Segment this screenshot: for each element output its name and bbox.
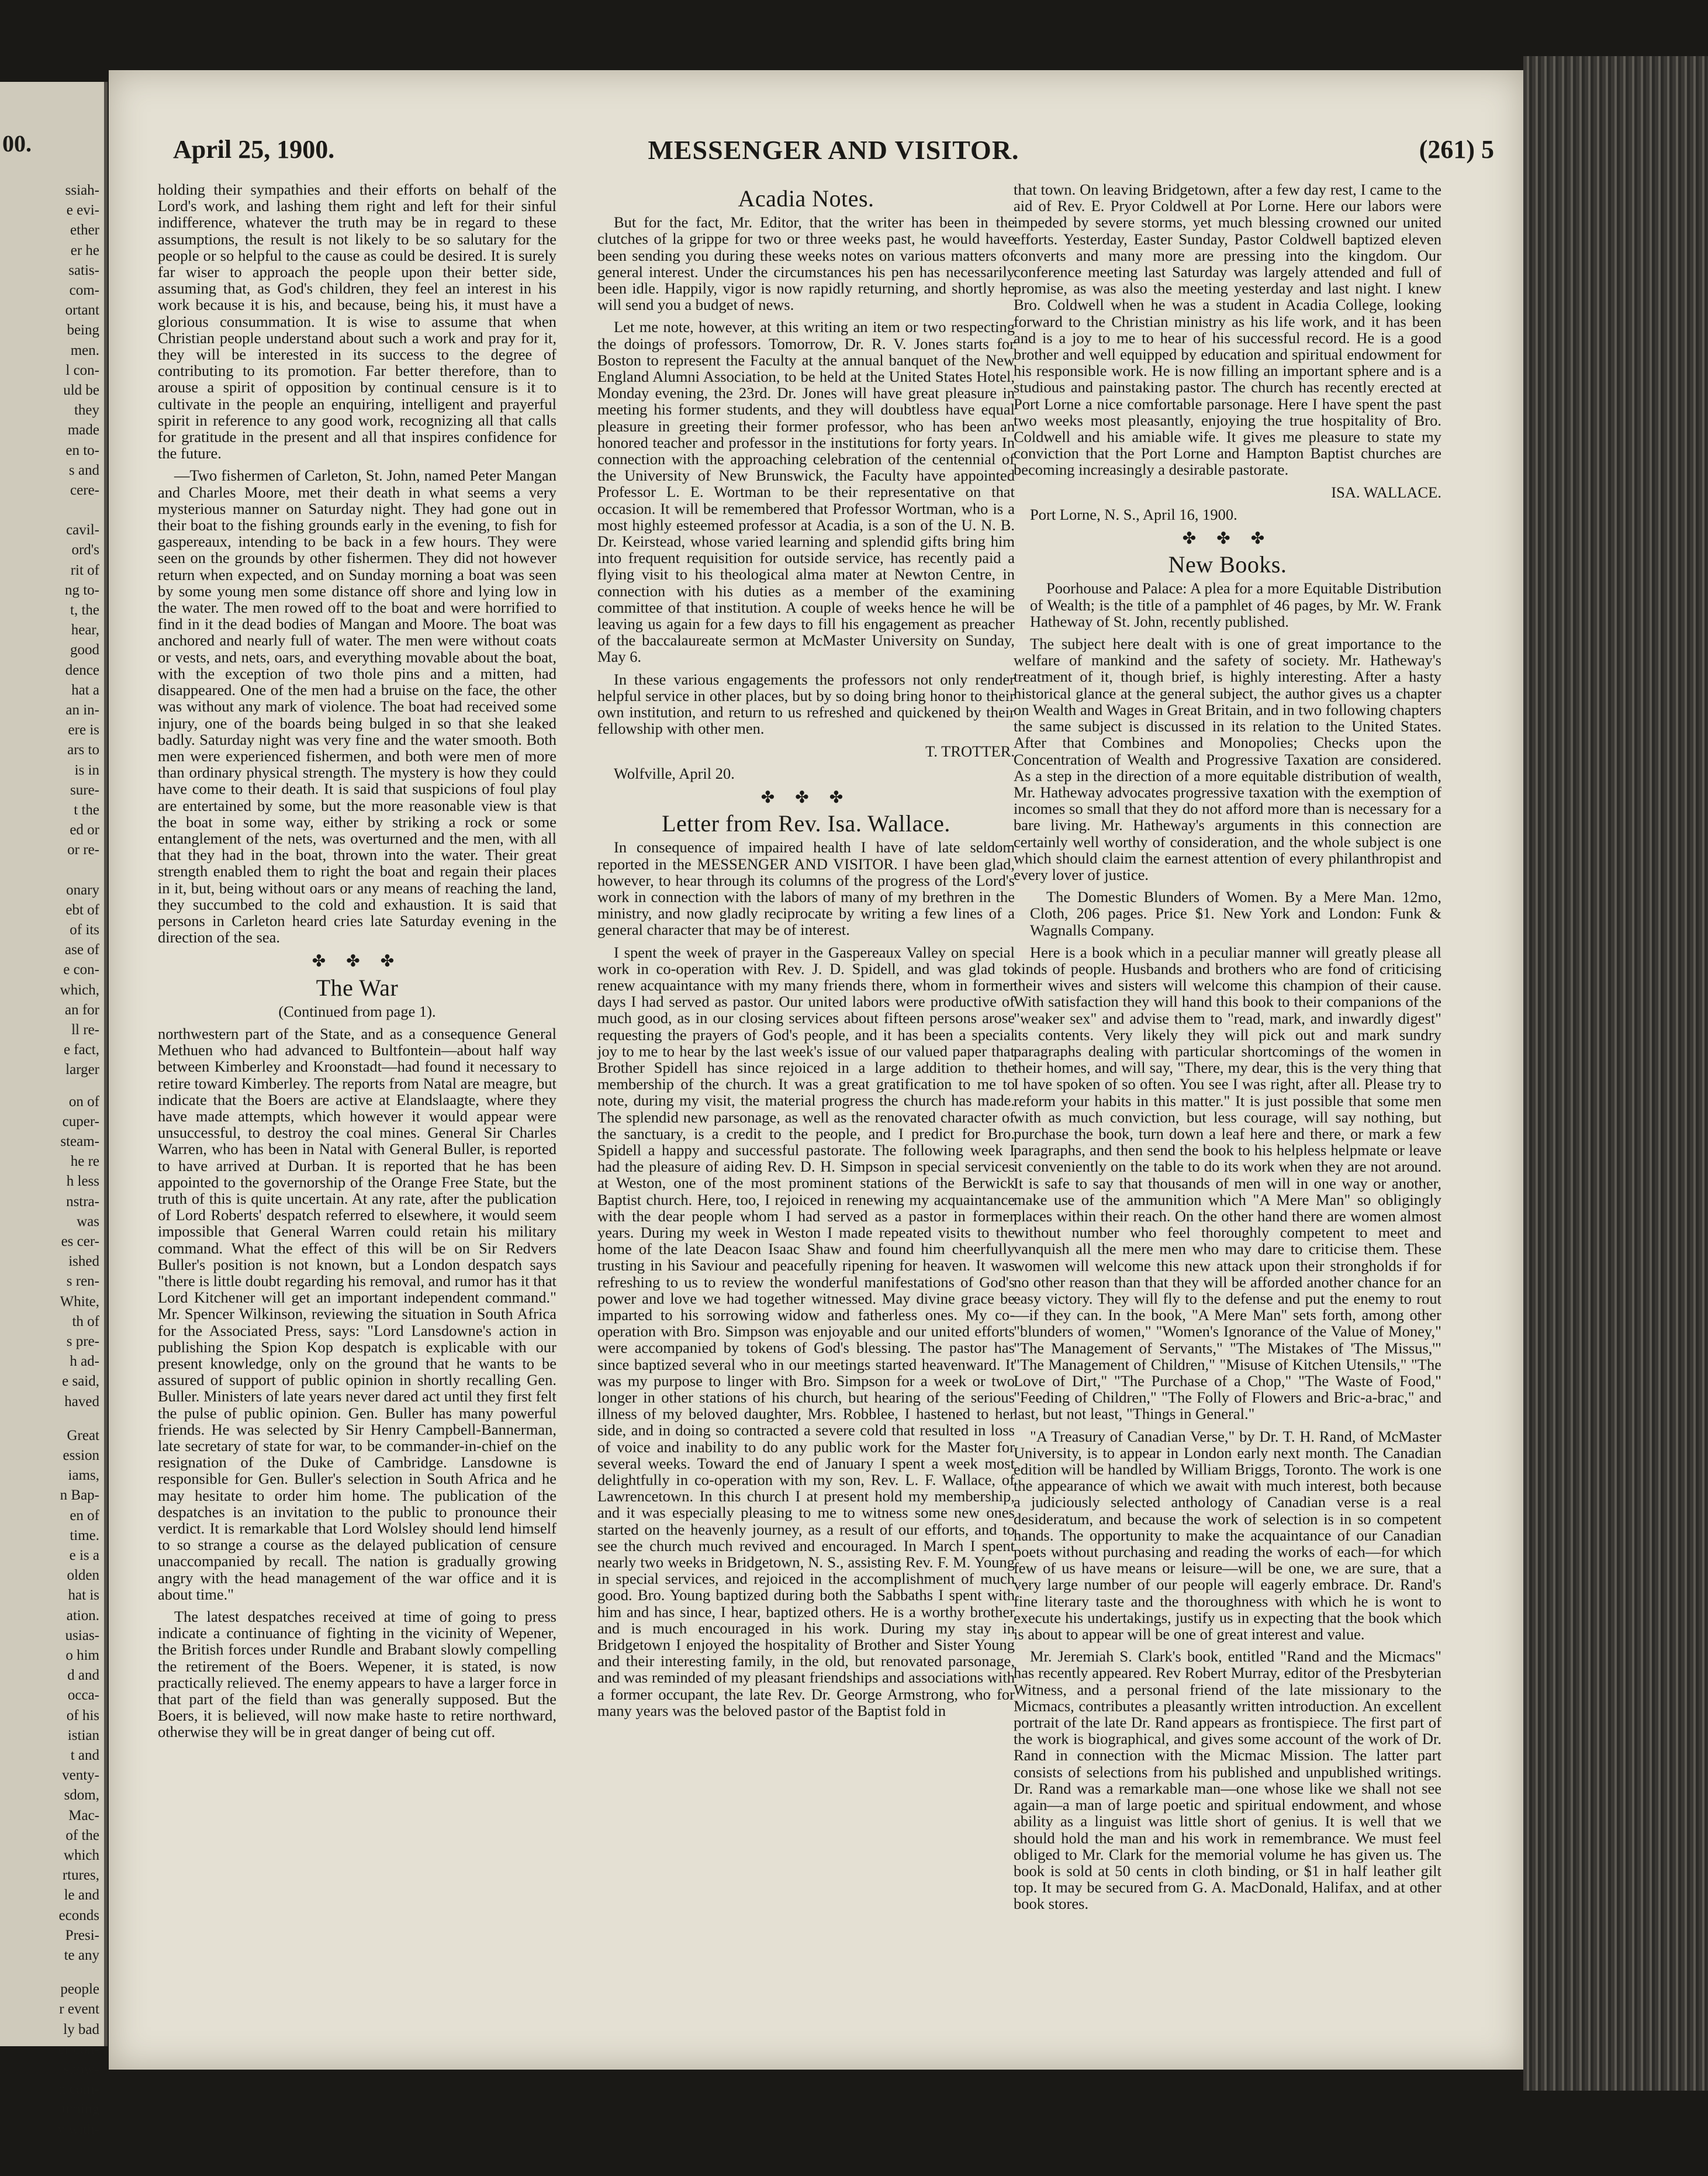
- continued-note: (Continued from page 1).: [278, 1002, 436, 1020]
- margin-text-fragment: iams,: [68, 1467, 99, 1484]
- margin-text-fragment: uming: [62, 2101, 99, 2118]
- paragraph: holding their sympathies and their efforts on behalf of the Lord's work, and lashing them right and left for their sinful indifference, whatever the truth may be in regard to these assumptions, the result is not likely to be so salutary for the people or so helpful to the cause as could be desired. It is surely far wiser to approach the people upon their better side, assuming that, as God's children, they feel an interest in his work because it is his, and because, being his, it must have a glorious consummation. It is wise to assume that when Christian people understand about such a work and pray for it, they will be interested in its success to the degree of contributing to its promotion. Far better therefore, than to arouse a spirit of opposition by continual censure is it to cultivate in the people an enquiring, intelligent and prayerful spirit in reference to any good work, recognizing all that calls for gratitude in the present and all that inspires confidence for the future.: [158, 181, 556, 462]
- margin-text-fragment: people: [60, 1981, 99, 1998]
- margin-text-fragment: cuper-: [62, 1113, 99, 1130]
- newspaper-page: [109, 70, 1523, 2070]
- margin-text-fragment: e con-: [63, 962, 99, 978]
- margin-text-fragment: o him: [65, 1647, 99, 1663]
- margin-text-fragment: te any: [64, 1947, 99, 1963]
- margin-text-fragment: nstra-: [66, 1193, 99, 1210]
- margin-text-fragment: ssiah-: [65, 182, 99, 198]
- margin-text-fragment: t the: [74, 802, 99, 818]
- margin-text-fragment: ll re-: [71, 1022, 99, 1038]
- signature-block: [597, 743, 1015, 759]
- margin-text-fragment: y with-: [57, 2121, 99, 2137]
- book-entry: The Domestic Blunders of Women. By a Mere Man. 12mo, Cloth, 206 pages. Price $1. New York and London: Funk & Wagnalls Company.: [1030, 888, 1441, 939]
- page-number: (261) 5: [1419, 135, 1494, 164]
- margin-text-fragment: ere is: [68, 722, 99, 738]
- section-ornament: ✤ ✤ ✤: [760, 788, 852, 807]
- margin-text-fragment: men.: [70, 342, 99, 358]
- margin-text-fragment: n com-: [58, 2081, 99, 2098]
- margin-text-fragment: s ren-: [66, 1273, 99, 1290]
- margin-text-fragment: Great: [67, 1427, 99, 1443]
- margin-text-fragment: occa-: [67, 1687, 99, 1704]
- margin-text-fragment: hear,: [71, 622, 99, 638]
- margin-text-fragment: sure-: [70, 782, 99, 798]
- margin-text-fragment: s and: [68, 462, 99, 478]
- margin-text-fragment: they: [74, 402, 99, 419]
- margin-text-fragment: h ad-: [70, 1353, 99, 1370]
- margin-text-fragment: d and: [67, 1667, 99, 1684]
- section-ornament: ✤ ✤ ✤: [1182, 530, 1273, 548]
- column-3: [1014, 181, 1441, 2040]
- margin-text-fragment: istian: [67, 1727, 99, 1743]
- margin-text-fragment: r event: [59, 2001, 99, 2018]
- margin-text-fragment: was: [77, 1213, 99, 1229]
- margin-text-fragment: usias-: [65, 1627, 99, 1643]
- margin-text-fragment: of the: [65, 1827, 99, 1843]
- margin-text-fragment: on of: [68, 1093, 99, 1110]
- margin-text-fragment: ether: [70, 222, 99, 239]
- masthead: MESSENGER AND VISITOR.: [648, 135, 1019, 165]
- margin-text-fragment: er con-: [58, 2041, 99, 2057]
- margin-text-fragment: econds: [58, 1907, 99, 1923]
- article-title-new-books: New Books.: [1168, 551, 1287, 578]
- margin-text-fragment: t, the: [70, 602, 99, 618]
- margin-text-fragment: h less: [66, 1173, 99, 1190]
- margin-text-fragment: haved: [64, 1393, 99, 1410]
- margin-text-fragment: steam-: [60, 1134, 99, 1149]
- margin-text-fragment: ed or: [70, 822, 99, 838]
- margin-text-fragment: le and: [64, 1887, 99, 1904]
- column-2: [597, 181, 1015, 2040]
- margin-text-fragment: e fact,: [63, 1042, 99, 1058]
- margin-text-fragment: ortant: [65, 302, 99, 319]
- margin-text-fragment: hat is: [68, 1587, 99, 1604]
- margin-text-fragment: Presi-: [65, 1927, 99, 1943]
- margin-text-fragment: an in-: [65, 702, 99, 718]
- margin-text-fragment: th of: [72, 1313, 99, 1329]
- margin-text-fragment: ebt of: [65, 902, 99, 918]
- margin-text-fragment: ly bad: [63, 2021, 99, 2037]
- margin-text-fragment: olden: [67, 1567, 99, 1584]
- news-item-fishermen: —Two fishermen of Carleton, St. John, named Peter Mangan and Charles Moore, met their death in what seems a very mysterious manner on Saturday night. They had gone out in their boat to the fishing grounds early in the evening, to fish for gaspereaux, intending to be back in a few hours. They were seen on the grounds by other fishermen. They did not however return when expected, and on Sunday morning a boat was seen by some young men some distance off shore and lying low in the water. The men rowed off to the boat and were horrified to find in it the dead bodies of Mangan and Moore. The boat was anchored and nearly full of water. The men were without coats or vests, and nets, oars, and everything movable about the boat, with the exception of two thole pins and a mitten, had disappeared. One of the men had a bruise on the face, the other was without any mark of violence. The boat had received some injury, one of the boards being bulged in so that she leaked badly. Saturday night was very fine and the water smooth. Both men were experienced fishermen, and both were men of more than ordinary physical strength. The mystery is how they could have come to their death. It is said that suspicions of foul play are entertained by some, but the more reasonable view is that the boat in some way, either by striking a rock or some entanglement of the nets, was overturned and the men, with all that they had in the boat, thrown into the water. Their great strength enabled them to right the boat and regain their places in it, but, being without oars or any means of reaching the land, they succumbed to the cold and exhaustion. It is said that persons in Carleton heard cries late Saturday evening in the direction of the sea.: [158, 467, 556, 947]
- margin-text-fragment: s pre-: [66, 1334, 99, 1349]
- margin-text-fragment: satis-: [68, 262, 99, 278]
- paragraph: northwestern part of the State, and as a consequence General Methuen who had advanced to Bultfontein—about half way between Kimberley and Kroonstadt—had found it necessary to retire toward Kimberley. The reports from Natal are meagre, but indicate that the Boers are active at Elandslaagte, where they have made attempts, which however it would appear were unsuccessful, to destroy the coal mines. General Sir Charles Warren, who has been in Natal with General Buller, is reported to have arrived at Durban. It is reported that he has been appointed to the governorship of the Orange Free State, but the truth of this is quite uncertain. At any rate, after the publication of Lord Roberts' despatch referred to elsewhere, it would seem impossible that General Warren could retain his military command. What the effect of this will be on Sir Redvers Buller's position is not known, but a London despatch says "there is little doubt regarding his removal, and rumor has it that Lord Kitchener will get an important independent command." Mr. Spencer Wilkinson, reviewing the situation in South Africa for the Associated Press, says: "Lord Lansdowne's action in publishing the Spion Kop despatch is explicable with our present knowledge, only on the ground that he wants to be assured of support of public opinion in shortly recalling Gen. Buller. Ministers of late years never dared act until they first felt the pulse of public opinion. Gen. Buller has many powerful friends. He was selected by Sir Henry Campbell-Bannerman, late secretary of state for war, to be commander-in-chief on the resignation of the Duke of Cambridge. Lansdowne is responsible for Gen. Buller's selection in South Africa and he may hesitate to order him home. The publication of the despatches is an invitation to the public to pronounce their verdict. It is remarkable that Lord Wolsley should lend himself to so strange a course as the delayed publication of censure unaccompanied by recall. The nation is gradually growing angry with the head management of the war office and it is about time.": [158, 1024, 556, 1603]
- margin-text-fragment: onary: [66, 882, 99, 898]
- margin-text-fragment: ars to: [67, 742, 99, 758]
- margin-text-fragment: ation.: [66, 1607, 99, 1624]
- paragraph: In these various engagements the professors not only render helpful service in other places, but by so doing bring honor to their own institution, and return to us refreshed and quickened by their fellowship with other men.: [597, 670, 1015, 738]
- book-review: Mr. Jeremiah S. Clark's book, entitled "Rand and the Micmacs" has recently appeared. Rev Robert Murray, editor of the Presbyterian Witness, and a personal friend of the late missionary to the Micmacs, contributes a pleasantly written introduction. An excellent portrait of the late Dr. Rand appears as frontispiece. The first part of the work is biographical, and gives some account of the work of Dr. Rand in connection with the Micmac Mission. The latter part consists of selections from his published and unpublished writings. Dr. Rand was a remarkable man—one whose like we shall not see again—a man of large poetic and spiritual endowment, and whose ability as a linguist was little short of genius. It is well that we should hold the man and his work in remembrance. We must feel obliged to Mr. Clark for the memorial volume he has given us. The book is sold at 50 cents in cloth binding, or $1 in half leather gilt top. It may be secured from G. A. MacDonald, Halifax, and at other book stores.: [1014, 1647, 1441, 1913]
- paragraph: In consequence of impaired health I have of late seldom reported in the MESSENGER AND VISITOR. I have been glad, however, to hear through its columns of the progress of the Lord's work in connection with the labors of many of my brethren in the ministry, and now gladly reciprocate by writing a few lines of a general character that may be of interest.: [597, 838, 1015, 939]
- margin-text-fragment: es cer-: [61, 1234, 99, 1249]
- margin-text-fragment: or re-: [67, 842, 99, 858]
- article-title-acadia-notes: Acadia Notes.: [738, 185, 874, 212]
- margin-text-fragment: good: [70, 642, 99, 658]
- margin-text-fragment: er he: [70, 242, 99, 258]
- margin-text-fragment: n Bap-: [60, 1487, 99, 1504]
- section-ornament: ✤ ✤ ✤: [312, 952, 403, 971]
- margin-text-fragment: e is a: [69, 1548, 99, 1563]
- margin-text-fragment: which,: [60, 982, 99, 998]
- margin-text-fragment: en to-: [65, 442, 99, 458]
- page-header: [173, 134, 1494, 175]
- article-title-the-war: The War: [316, 974, 399, 1001]
- margin-text-fragment: cavil-: [66, 522, 99, 538]
- margin-text-fragment: cere-: [70, 482, 99, 498]
- dateline: Wolfville, April 20.: [614, 764, 735, 782]
- margin-text-fragment: which: [63, 1847, 99, 1863]
- book-entry: Poorhouse and Palace: A plea for a more Equitable Distribution of Wealth; is the title of a pamphlet of 46 pages, by Mr. W. Frank Hatheway of St. John, recently published.: [1030, 579, 1441, 630]
- margin-text-fragment: com-: [69, 282, 99, 298]
- book-spine: [1523, 56, 1708, 2091]
- paragraph: I spent the week of prayer in the Gaspereaux Valley on special work in co-operation with Rev. J. D. Spidell, and was glad to renew acquaintance with my many friends there, whom in former days I had served as pastor. Our united labors were productive of much good, as in our closing services about fifteen persons arose requesting the prayers of God's people, and it has been a special joy to me to hear by the last week's issue of our valued paper that Brother Spidell has since rejoiced in a large addition to the membership of the church. It was a great gratification to me to note, during my visit, the material progress the church has made. The splendid new parsonage, as well as the renovated character of the sanctuary, is a credit to the people, and I predict for Bro. Spidell a happy and successful pastorate. The following week I had the pleasure of aiding Rev. D. H. Simpson in special services at Weston, one of the most prominent stations of the Berwick Baptist church. Here, too, I rejoiced in renewing my acquaintance with the dear people whom I had served as a pastor in former years. During my week in Weston I made repeated visits to the home of the late Deacon Isaac Shaw and found him cheerfully trusting in his Saviour and peacefully ripening for heaven. It was refreshing to us to review the wonderful manifestations of God's power and love we had together witnessed. May divine grace be imparted to his sorrowing widow and fatherless ones. My co-operation with Bro. Simpson was enjoyable and our united efforts were accompanied by tokens of God's blessing. The pastor has since baptized several who in our meetings started heavenward. It was my purpose to linger with Bro. Simpson for a week or two longer in other stations of his church, but hearing of the serious illness of my beloved daughter, Mrs. Robblee, I hastened to her side, and in doing so contracted a severe cold that resulted in loss of voice and inability to do any public work for the Master for several weeks. Toward the end of January I spent a week most delightfully in co-operation with my son, Rev. L. F. Wallace, of Lawrencetown. In this church I at present hold my membership, and it was especially pleasing to me to witness some new ones started on the heavenly journey, as a result of our efforts, and to see the church much revived and encouraged. In March I spent nearly two weeks in Bridgetown, N. S., assisting Rev. F. M. Young in special services, and rejoiced in the accomplishment of much good. Bro. Young baptized during both the Sabbaths I spent with him and has since, I hear, baptized others. He is a worthy brother and is much encouraged in his work. During my stay in Bridgetown I enjoyed the hospitality of Brother and Sister Young and their interesting family, in the old, but renovated parsonage, and was reminded of my pleasant friendships and associations with a former occupant, the late Rev. Dr. George Armstrong, who for many years was the beloved pastor of the Baptist fold in: [597, 943, 1015, 1719]
- margin-text-fragment: rtures,: [62, 1867, 99, 1884]
- margin-text-fragment: l con-: [65, 362, 99, 378]
- dateline: Port Lorne, N. S., April 16, 1900.: [1030, 505, 1237, 523]
- margin-text-fragment: larger: [65, 1062, 99, 1078]
- paragraph: that town. On leaving Bridgetown, after a few day rest, I came to the aid of Rev. E. Pryor Coldwell at Por Lorne. Here our labors were impeded by severe storms, yet much blessing crowned our united efforts. Yesterday, Easter Sunday, Pastor Coldwell baptized eleven converts and many more are pressing into the kingdom. Our conference meeting last Saturday was largely attended and full of promise, as was also the meeting yesterday and last night. I knew Bro. Coldwell when he was a student in Acadia College, looking forward to the Christian ministry as his life work, and it has been and is a joy to me to hear of his successful record. He is a good brother and well equipped by education and spiritual endowment for his responsible work. He is now filling an important sphere and is a studious and painstaking pastor. The church has recently erected at Port Lorne a nice comfortable parsonage. Here I have spent the past two weeks most pleasantly, enjoying the true hospitality of Bro. Coldwell and his amiable wife. It gives me pleasure to state my conviction that the Port Lorne and Hampton Baptist churches are becoming increasingly a desirable pastorate.: [1014, 181, 1441, 479]
- column-1: [158, 181, 556, 2040]
- margin-text-fragment: ng to-: [64, 582, 99, 598]
- margin-text-fragment: time.: [70, 1527, 99, 1543]
- margin-text-fragment: venty-: [62, 1767, 99, 1784]
- margin-text-fragment: show-: [63, 2061, 99, 2077]
- margin-text-fragment: t and: [70, 1747, 99, 1763]
- margin-text-fragment: of his: [66, 1707, 99, 1723]
- margin-text-fragment: hat a: [71, 682, 99, 698]
- margin-text-fragment: dence: [65, 662, 99, 678]
- margin-text-fragment: being: [67, 322, 99, 339]
- paragraph: The latest despatches received at time of going to press indicate a continuance of fighting in the vicinity of Wepener, the British forces under Rundle and Brabant slowly compelling the retirement of the Boers. Wepener, it is stated, is now practically relieved. The enemy appears to have a larger force in that part of the field than was generally supposed. But the Boers, it is believed, will now make haste to retire northward, otherwise they will be in great danger of being cut off.: [158, 1608, 556, 1741]
- margin-text-fragment: is in: [74, 762, 99, 778]
- book-review: "A Treasury of Canadian Verse," by Dr. T. H. Rand, of McMaster University, is to appear in London early next month. The Canadian edition will be handled by William Briggs, Toronto. The work is one the appearance of which we await with much interest, both because a judiciously selected anthology of Canadian verse is a real desideratum, and because the work of selection is in so competent hands. The opportunity to make the acquaintance of our Canadian poets without purchasing and reading the works of each—for which few of us have means or leisure—will be one, we are sure, that a very large number of our people will eagerly embrace. Dr. Rand's fine literary taste and the thoroughness with which he is wont to execute his undertakings, justify us in expecting that the book which is about to appear will be one of great interest and value.: [1014, 1427, 1441, 1643]
- margin-text-fragment: sdom,: [64, 1787, 99, 1804]
- margin-text-fragment: e said,: [62, 1373, 99, 1390]
- author-signature: T. TROTTER.: [925, 742, 1015, 760]
- book-review: The subject here dealt with is one of great importance to the welfare of mankind and the safety of society. Mr. Hatheway's treatment of it, though brief, is highly interesting. After a hasty historical glance at the general subject, the author gives us a chapter on Wealth and Wages in Great Britain, and in two following chapters the same subject is discussed in its relation to the United States. After that Combines and Monopolies; Checks upon the Concentration of Wealth and Progressive Taxation are considered. As a step in the direction of a more equitable distribution of wealth, Mr. Hatheway advocates progressive taxation with the exemption of incomes so small that they do not afford more than is necessary for a bare living. Mr. Hatheway's arguments in this connection are certainly well worthy of consideration, and the whole subject is one which should claim the earnest attention of every philanthropist and every lover of justice.: [1014, 635, 1441, 883]
- paragraph: But for the fact, Mr. Editor, that the writer has been in the clutches of la grippe for two or three weeks past, he would have been sending you during these weeks notes on various matters of general interest. Under the circumstances his pen has necessarily been idle. Happily, vigor is now rapidly returning, and shortly he will send you a budget of news.: [597, 213, 1015, 314]
- margin-text-fragment: ase of: [65, 942, 99, 958]
- margin-text-fragment: made: [67, 422, 99, 438]
- margin-text-fragment: White,: [60, 1293, 99, 1310]
- margin-text-fragment: ession: [63, 1448, 99, 1463]
- margin-text-fragment: Mac-: [68, 1807, 99, 1823]
- margin-text-fragment: ished: [68, 1253, 99, 1270]
- margin-text-fragment: he re: [70, 1153, 99, 1170]
- adjacent-page-number: 00.: [2, 130, 32, 157]
- margin-text-fragment: rit of: [70, 562, 99, 578]
- issue-date: April 25, 1900.: [173, 135, 335, 164]
- margin-text-fragment: en of: [70, 1507, 99, 1524]
- book-review: Here is a book which in a peculiar manner will greatly please all kinds of people. Husbands and brothers who are fond of criticising their wives and sisters will welcome this champion of their cause. With satisfaction they will hand this book to their companions of the "weaker sex" and advise them to "read, mark, and inwardly digest" its contents. Very likely they will pick out and mark sundry paragraphs dealing with particular shortcomings of the women in their homes, and will say, "There, my dear, this is the very thing that I have spoken of so often. You see I was right, after all. Please try to reform your habits in this matter." It is just possible that some men with as much conviction, but less courage, will say nothing, but purchase the book, turn down a leaf here and there, or mark a few paragraphs, and then send the book to his helpless helpmate or leave it conveniently on the table to do its work when they are not around. It is safe to say that thousands of men will in one way or another, make use of the ammunition which "A Mere Man" so obligingly places within their reach. On the other hand there are women almost without number who feel thoroughly competent to meet and vanquish all the mere men who may dare to criticise them. These women will welcome this new attack upon their strongholds if for no other reason than that they will be afforded another chance for an easy victory. They will fly to the defense and put the enemy to rout—if they can. In the book, "A Mere Man" sets forth, among other "blunders of women," "Women's Ignorance of the Value of Money," "The Management of Servants," "The Mistakes of 'The Missus,'" "The Management of Children," "Misuse of Kitchen Utensils," "The Love of Dirt," "The Purchase of a Chop," "The Waste of Food," "Feeding of Children," "The Folly of Flowers and Bric-a-brac," and last, but not least, "Things in General.": [1014, 943, 1441, 1423]
- margin-text-fragment: uld be: [63, 382, 99, 398]
- article-title-letter: Letter from Rev. Isa. Wallace.: [662, 810, 950, 837]
- paragraph: Let me note, however, at this writing an item or two respecting the doings of professors. Tomorrow, Dr. R. V. Jones starts for Boston to represent the Faculty at the annual banquet of the New England Alumni Association, to be held at the United States Hotel, Monday evening, the 23rd. Dr. Jones will have great pleasure in meeting his former students, and they will doubtless have equal pleasure in greeting their former professor, who has been an honored teacher and professor in the institutions for forty years. In connection with the approaching celebration of the centennial of the University of New Brunswick, the Faculty have appointed Professor L. E. Wortman to be their representative on that occasion. It will be remembered that Professor Wortman, who is a most highly esteemed professor at Acadia, is a son of the U. N. B. Dr. Keirstead, whose varied learning and splendid gifts bring him into frequent requisition for outside service, has recently paid a flying visit to his theological alma mater at Newton Centre, in connection with his duties as a member of the examining committee of that institution. A couple of weeks hence he will be leaving us again for a few days to fill his engagement as preacher of the baccalaureate sermon at McMaster University on Sunday, May 6.: [597, 318, 1015, 666]
- margin-text-fragment: an for: [65, 1001, 99, 1018]
- adjacent-page-edge: [0, 82, 108, 2137]
- author-signature: ISA. WALLACE.: [1331, 483, 1441, 501]
- margin-text-fragment: of its: [70, 922, 99, 938]
- margin-text-fragment: e evi-: [66, 202, 99, 219]
- margin-text-fragment: ord's: [71, 542, 99, 558]
- signature-block: [1014, 484, 1441, 500]
